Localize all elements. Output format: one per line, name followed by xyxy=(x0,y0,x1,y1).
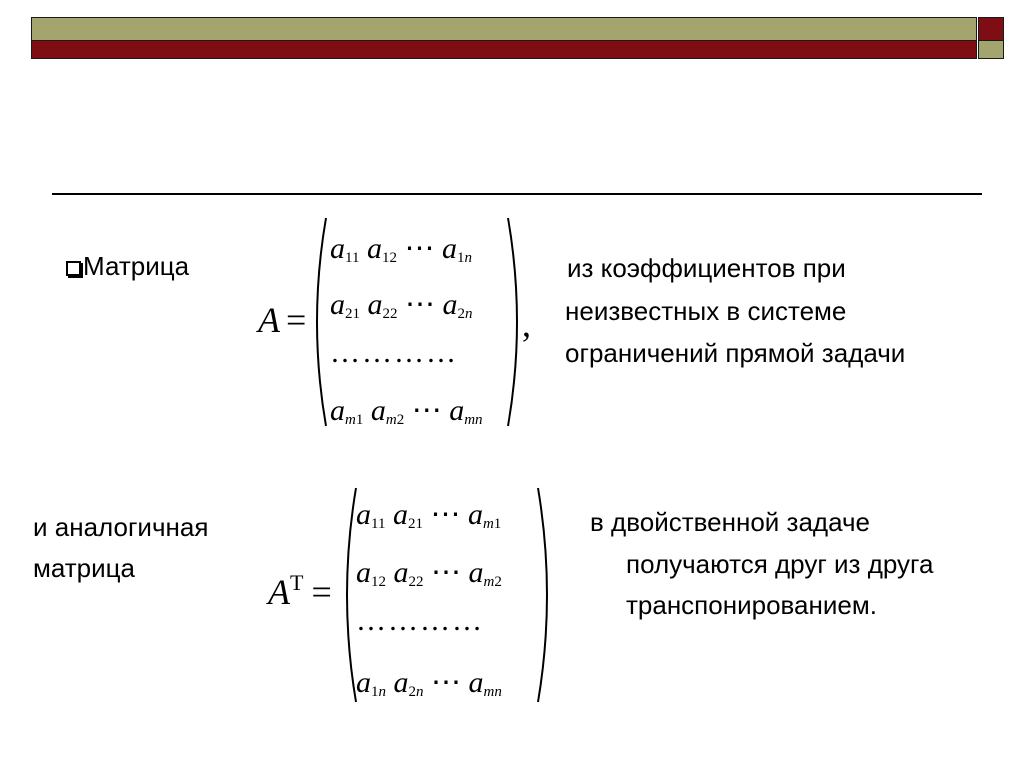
matrix-hdots: ⋯ xyxy=(423,556,469,589)
description-line-2: неизвестных в системе xyxy=(565,296,847,326)
matrix-element: $a_{m1}$ xyxy=(330,394,364,428)
matrix-a-lhs xyxy=(258,302,306,338)
analog-label-line-1: и аналогичная xyxy=(33,512,209,542)
matrix-element: $a_{22}$ xyxy=(393,556,424,590)
matrix-a-row-3 xyxy=(330,396,483,426)
matrix-a-row-1 xyxy=(330,234,472,264)
matrix-at-row xyxy=(356,500,501,530)
matrix-at-row xyxy=(356,668,502,698)
matrix-hdots: ⋯ xyxy=(404,394,450,427)
equals-sign: = xyxy=(311,572,332,612)
transpose-description-line-3: транспонированием. xyxy=(626,590,877,620)
matrix-hdots: ⋯ xyxy=(396,232,442,265)
matrix-at-row-1 xyxy=(356,500,501,530)
matrix-element: $a_{1n}$ xyxy=(356,666,386,700)
matrix-hdots: ⋯ xyxy=(422,498,468,531)
matrix-at-dots-row: ………… xyxy=(356,604,484,637)
transpose-superscript: T xyxy=(290,570,304,595)
matrix-a-row-2 xyxy=(330,290,473,320)
matrix-at-lhs xyxy=(268,570,332,612)
matrix-at-row xyxy=(356,558,502,588)
matrix-element: $a_{mn}$ xyxy=(449,394,483,428)
bullet-item-matrix xyxy=(66,246,189,286)
matrix-element: $a_{21}$ xyxy=(392,498,423,532)
transpose-description-line-2: получаются друг из друга xyxy=(626,549,934,579)
checkbox-bullet-icon xyxy=(66,261,81,276)
matrix-element: $a_{m2}$ xyxy=(468,556,502,590)
matrix-a-comma: , xyxy=(522,304,531,344)
matrix-element: $a_{2n}$ xyxy=(442,288,473,322)
title-underline xyxy=(52,193,982,195)
matrix-element: $a_{12}$ xyxy=(356,556,386,590)
header-bar-olive xyxy=(31,17,977,41)
transpose-description-line-1: в двойственной задаче xyxy=(590,507,870,537)
matrix-element: $a_{m2}$ xyxy=(370,394,405,428)
matrix-element: $a_{12}$ xyxy=(366,232,397,266)
description-line-3: ограничений прямой задачи xyxy=(565,338,906,368)
matrix-element: $a_{2n}$ xyxy=(393,666,424,700)
matrix-element: $a_{21}$ xyxy=(330,288,360,322)
matrix-element: $a_{1n}$ xyxy=(441,232,472,266)
matrix-hdots: ⋯ xyxy=(397,288,443,321)
matrix-element: $a_{22}$ xyxy=(367,288,398,322)
matrix-a-symbol: A xyxy=(258,300,280,340)
matrix-at-symbol: A xyxy=(268,572,290,612)
analog-label-line-2: матрица xyxy=(33,553,136,583)
matrix-hdots: ⋯ xyxy=(423,666,469,699)
matrix-at-row-3 xyxy=(356,668,502,698)
matrix-element: $a_{m1}$ xyxy=(467,498,502,532)
matrix-a-row xyxy=(330,290,473,320)
matrix-label: Матрица xyxy=(83,251,190,281)
matrix-a-row xyxy=(330,396,483,426)
matrix-a-row xyxy=(330,234,472,264)
matrix-a-dots-row: ………… xyxy=(330,336,458,369)
header-bar-maroon xyxy=(31,40,977,59)
header-square-maroon xyxy=(978,17,1004,41)
matrix-element: $a_{11}$ xyxy=(330,232,360,266)
matrix-element: $a_{mn}$ xyxy=(468,666,502,700)
matrix-element: $a_{11}$ xyxy=(356,498,386,532)
description-line-1: из коэффициентов при xyxy=(567,253,846,283)
matrix-at-row-2 xyxy=(356,558,502,588)
header-square-olive xyxy=(978,40,1004,59)
equals-sign: = xyxy=(286,300,307,340)
